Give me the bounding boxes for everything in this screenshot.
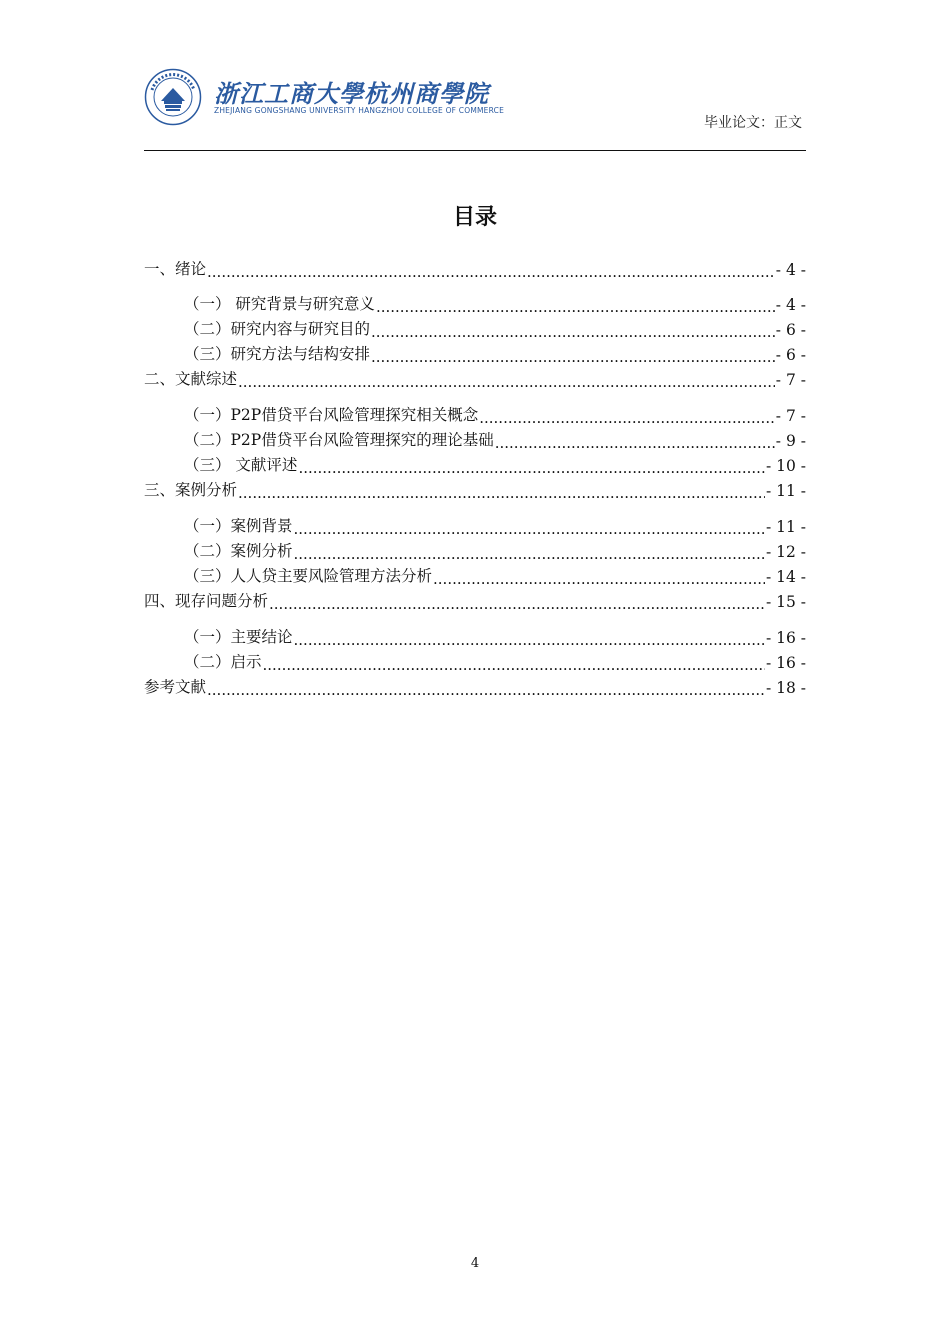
toc-entry-2-3[interactable] [184,451,806,475]
university-name-en: ZHEJIANG GONGSHANG UNIVERSITY HANGZHOU COLLEGE OF COMMERCE [214,106,505,115]
toc-entry-page: - 7 - [775,407,806,425]
toc-entry-page: - 10 - [765,457,806,475]
toc-entry-label: （一）P2P借贷平台风险管理探究相关概念 [184,406,479,424]
toc-entry-2-2[interactable] [184,426,806,450]
page-header [144,66,806,152]
toc-entry-label: （一） 研究背景与研究意义 [184,295,375,313]
toc-entry-label: （二）P2P借贷平台风险管理探究的理论基础 [184,431,494,449]
toc-entry-label: 四、现存问题分析 [144,592,269,610]
toc-entry-page: - 16 - [765,654,806,672]
toc-leader-dots [207,679,765,697]
toc-entry-page: - 6 - [775,321,806,339]
toc-leader-dots [294,543,765,561]
toc-entry-1-2[interactable] [184,315,806,339]
toc-entry-page: - 14 - [765,568,806,586]
toc-entry-label: 三、案例分析 [144,481,238,499]
toc-leader-dots [371,321,775,339]
toc-leader-dots [238,371,775,389]
toc-entry-2-1[interactable] [184,401,806,425]
toc-entry-3-3[interactable] [184,562,806,586]
toc-entry-label: （二）研究内容与研究目的 [184,320,371,338]
toc-leader-dots [207,261,775,279]
toc-entry-3[interactable] [144,476,806,500]
toc-entry-label: （二）启示 [184,653,262,671]
toc-entry-page: - 6 - [775,346,806,364]
toc-entry-label: （三） 文献评述 [184,456,298,474]
toc-entry-references[interactable] [144,673,806,697]
header-divider [144,150,806,151]
toc-entry-4-1[interactable] [184,623,806,647]
toc-leader-dots [298,457,765,475]
toc-entry-label: 二、文献综述 [144,370,238,388]
toc-entry-page: - 11 - [765,518,806,536]
toc-entry-label: （三）人人贷主要风险管理方法分析 [184,567,433,585]
toc-entry-1-1[interactable] [184,290,806,314]
toc-entry-4[interactable] [144,587,806,611]
toc-entry-1[interactable] [144,255,806,279]
university-seal-icon [144,68,202,126]
university-name-cn: 浙江工商大學杭州商學院 [214,79,489,108]
toc-entry-page: - 15 - [765,593,806,611]
toc-leader-dots [263,654,765,672]
toc-entry-page: - 12 - [765,543,806,561]
toc-entry-label: 参考文献 [144,678,207,696]
toc-leader-dots [371,346,775,364]
toc-leader-dots [495,432,775,450]
toc-entry-3-2[interactable] [184,537,806,561]
toc-leader-dots [376,296,775,314]
toc-entry-1-3[interactable] [184,340,806,364]
toc-leader-dots [433,568,765,586]
toc-title: 目录 [452,205,497,230]
toc-entry-2[interactable] [144,365,806,389]
toc-entry-page: - 18 - [765,679,806,697]
toc-entry-label: （一）主要结论 [184,628,293,646]
toc-entry-label: （二）案例分析 [184,542,293,560]
page-number: 4 [470,1256,480,1271]
document-type-label: 毕业论文：正文 [704,115,802,131]
toc-entry-label: 一、绪论 [144,260,207,278]
toc-leader-dots [479,407,775,425]
toc-leader-dots [294,518,765,536]
toc-leader-dots [294,629,765,647]
toc-leader-dots [238,482,765,500]
toc-entry-page: - 4 - [775,296,806,314]
toc-entry-page: - 4 - [775,261,806,279]
toc-entry-page: - 9 - [775,432,806,450]
toc-entry-label: （一）案例背景 [184,517,293,535]
toc-entry-4-2[interactable] [184,648,806,672]
toc-entry-3-1[interactable] [184,512,806,536]
toc-entry-page: - 11 - [765,482,806,500]
toc-entry-page: - 16 - [765,629,806,647]
toc-entry-label: （三）研究方法与结构安排 [184,345,371,363]
toc-entry-page: - 7 - [775,371,806,389]
toc-leader-dots [269,593,765,611]
